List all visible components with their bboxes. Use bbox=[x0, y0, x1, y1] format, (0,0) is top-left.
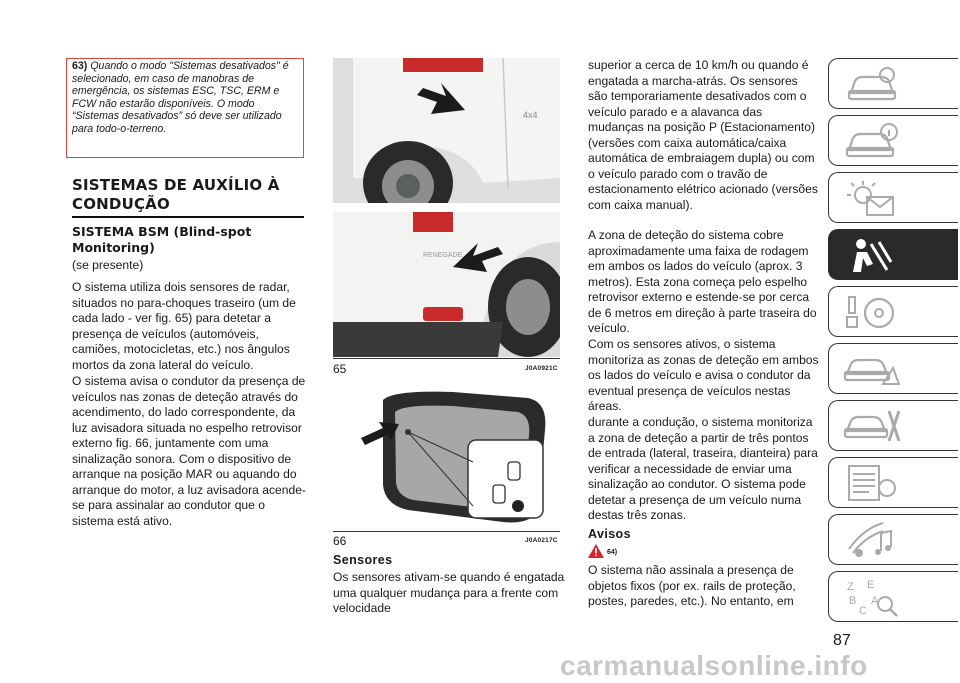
note-text bbox=[72, 60, 304, 136]
car-info-icon bbox=[843, 120, 903, 162]
right-paragraph-2: A zona de deteção do sistema cobre aproximadamente uma faixa de rodagem em ambos os lados do veículo (aprox. 3 metros). Esta zona começa pelo espelho retrovisor externo e estende-se por cerca de 6 metros em direção à parte traseira do veículo. bbox=[588, 228, 817, 335]
tab-multimedia[interactable] bbox=[828, 514, 958, 565]
svg-text:RENEGADE: RENEGADE bbox=[423, 252, 463, 259]
figure-66-code: J0A0217C bbox=[525, 537, 558, 544]
note-body: Quando o modo "Sistemas desativados" é selecionado, em caso de manobras de emergência, os sistemas ESC, TSC, ERM e FCW não estarão disponíveis. O modo “Sistemas desativados” só deve ser utilizado para todo-o-terreno. bbox=[72, 60, 289, 135]
tab-safety[interactable] bbox=[828, 229, 958, 280]
tab-car-info[interactable] bbox=[828, 115, 958, 166]
warning-lights-icon bbox=[843, 177, 903, 219]
tab-emergency[interactable] bbox=[828, 343, 958, 394]
figure-65-photo-top bbox=[333, 58, 560, 203]
right-paragraph-1: superior a cerca de 10 km/h ou quando é engatada a marcha-atrás. Os sensores são temporariamente desativados com o veículo parado e a alavanca das mudanças na posição P (Estacionamento) (versões com caixa automática/caixa automática de embraiagem dupla) ou com o veículo parado com o travão de estacionamento elétrico acionado (versões com caixa manual). bbox=[588, 58, 818, 212]
figure-65-rule bbox=[333, 358, 560, 359]
left-paragraph-2: O sistema avisa o condutor da presença de veículos nas zonas de deteção através do acendimento, do lado correspondente, da luz avisadora situada no espelho retrovisor externo fig. 66, juntamente com uma sinalização sonora. Com o dispositivo de arranque na posição MAR ou aquando do arranque do motor, a luz avisadora acende-se para assinalar ao condutor que o sistema está ativo. bbox=[72, 374, 306, 528]
sensores-heading: Sensores bbox=[333, 553, 393, 567]
figure-66-photo bbox=[333, 390, 560, 530]
multimedia-icon bbox=[843, 519, 903, 561]
tab-steering[interactable] bbox=[828, 286, 958, 337]
note-number: 63) bbox=[72, 60, 88, 72]
dashboard-car-icon bbox=[843, 63, 903, 105]
tab-dashboard[interactable] bbox=[828, 58, 958, 109]
svg-text:Z: Z bbox=[847, 581, 854, 593]
svg-text:E: E bbox=[867, 579, 875, 591]
svg-text:4x4: 4x4 bbox=[523, 110, 538, 120]
maintenance-icon bbox=[843, 405, 903, 447]
index-icon bbox=[843, 576, 903, 618]
tab-warning-lights[interactable] bbox=[828, 172, 958, 223]
right-paragraph-3: Com os sensores ativos, o sistema monitoriza as zonas de deteção em ambos os lados do veículo e avisa o condutor da eventual presença de veículos nestas áreas. bbox=[588, 337, 819, 413]
avisos-heading: Avisos bbox=[588, 527, 631, 541]
figure-65-photo-bottom bbox=[333, 212, 560, 357]
svg-text:B: B bbox=[849, 595, 857, 607]
tab-maintenance[interactable] bbox=[828, 400, 958, 451]
emergency-icon bbox=[843, 348, 903, 390]
left-paragraph-1: O sistema utiliza dois sensores de radar, situados no para-choques traseiro (um de cada lado - ver fig. 65) para detetar a presença de veículos (automóveis, camiões, motocicletas, etc.) nos ângulos mortos da zona lateral do veículo. bbox=[72, 280, 296, 372]
figure-65-code: J0A0921C bbox=[525, 365, 558, 372]
steering-icon bbox=[843, 291, 903, 333]
safety-icon bbox=[843, 234, 903, 276]
svg-text:C: C bbox=[859, 605, 867, 617]
tab-index[interactable] bbox=[828, 571, 958, 622]
figure-66-rule bbox=[333, 531, 560, 532]
specs-icon bbox=[843, 462, 903, 504]
section-rule bbox=[72, 216, 304, 218]
figure-66-number: 66 bbox=[333, 534, 347, 548]
page-number: 87 bbox=[833, 632, 851, 649]
subsection-title: SISTEMA BSM (Blind-spot Monitoring) bbox=[72, 224, 252, 255]
warning-icon bbox=[588, 544, 604, 563]
watermark: carmanualsonline.info bbox=[560, 650, 868, 681]
svg-text:A: A bbox=[871, 595, 879, 607]
avisos-text: O sistema não assinala a presença de objetos fixos (por ex. rails de proteção, postes, paredes, etc.). No entanto, em bbox=[588, 563, 796, 608]
subsection-note: (se presente) bbox=[72, 258, 144, 272]
figure-65-number: 65 bbox=[333, 362, 347, 376]
right-paragraph-4: durante a condução, o sistema monitoriza a zona de deteção a partir de três pontos de entrada (lateral, traseira, dianteira) para verificar a necessidade de enviar uma sinalização ao condutor. O sistema pode detetar a presença de um veículo numa destas três zonas. bbox=[588, 415, 818, 522]
sensores-text: Os sensores ativam-se quando é engatada uma qualquer mudança para a frente com velocidade bbox=[333, 570, 565, 615]
avisos-ref: 64) bbox=[607, 549, 618, 556]
section-title: SISTEMAS DE AUXÍLIO À CONDUÇÃO bbox=[72, 176, 280, 213]
tab-specs[interactable] bbox=[828, 457, 958, 508]
